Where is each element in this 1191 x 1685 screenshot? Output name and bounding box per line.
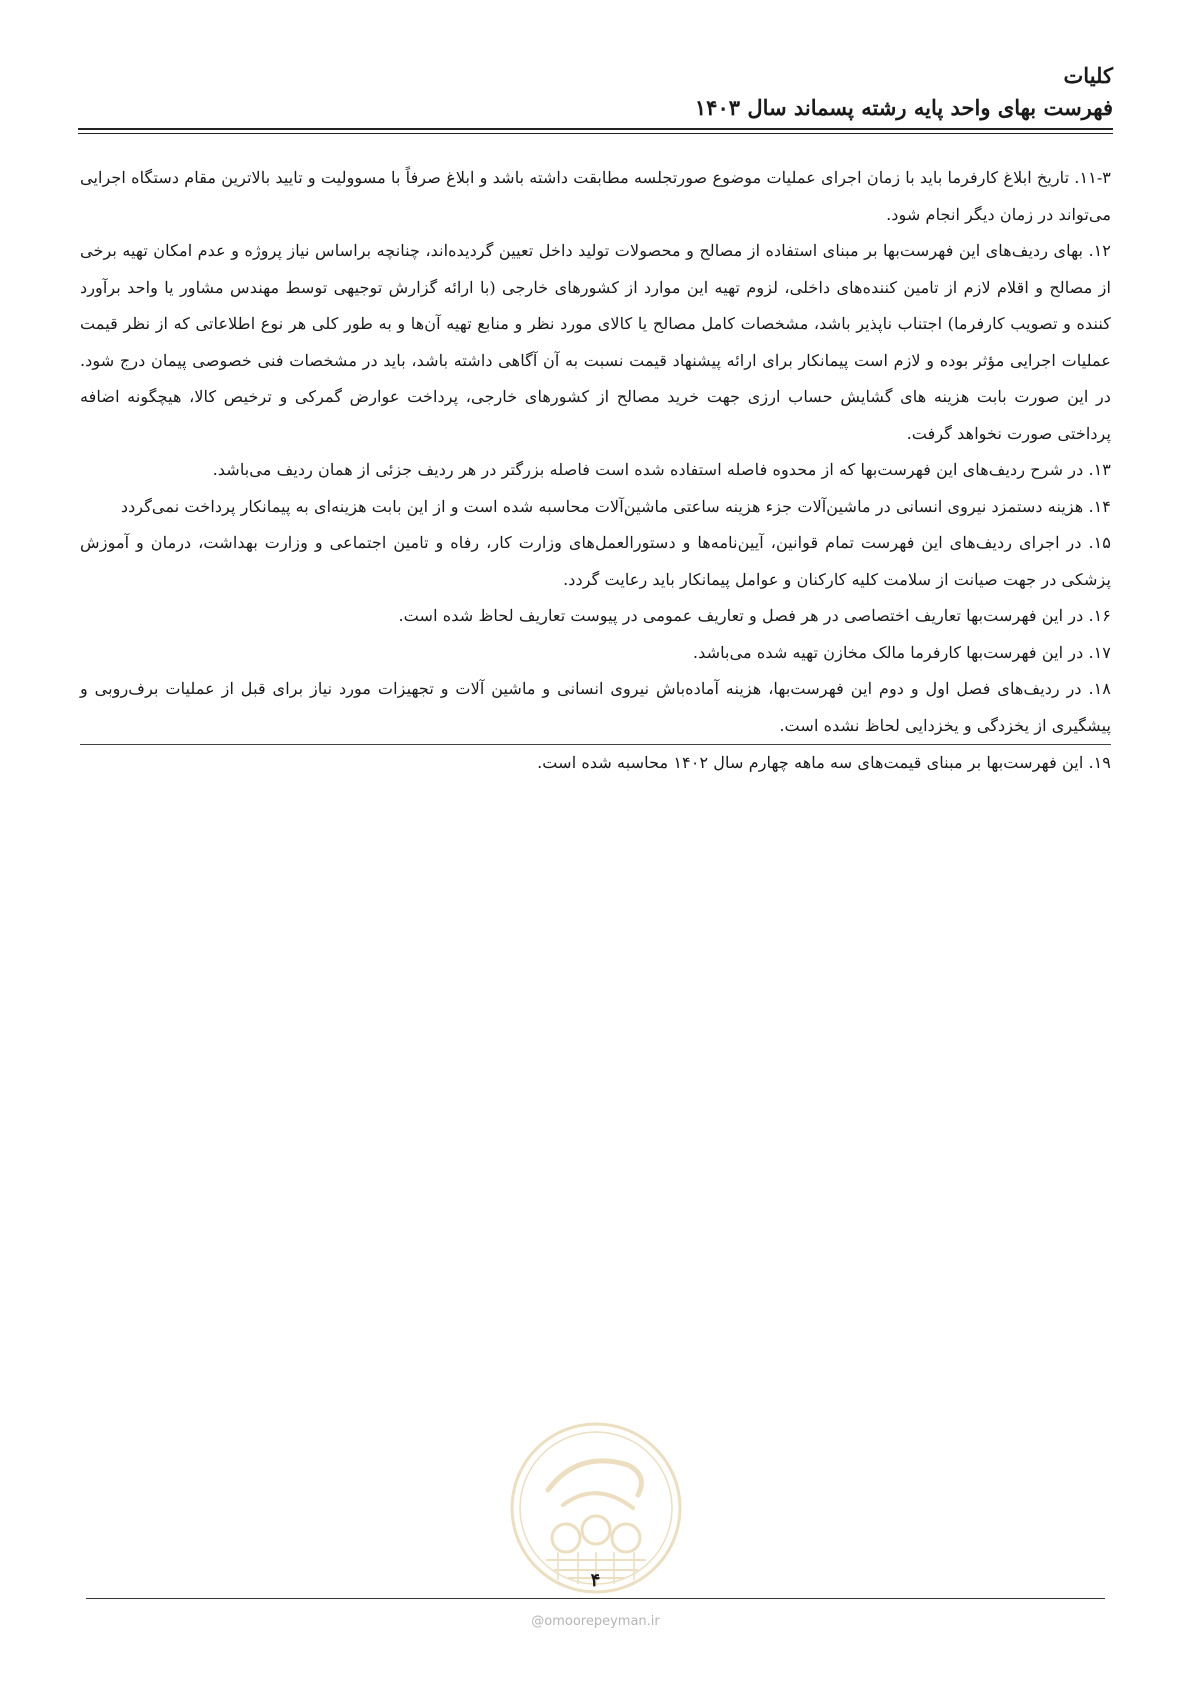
paragraph-18: ۱۸. در ردیف‌های فصل اول و دوم این فهرست‌بها، هزینه آماده‌باش نیروی انسانی و ماشین آلات و تجهیزات مورد نیاز برای قبل از عملیات برف‌روبی و پیشگیری از یخزدگی و یخزدایی لحاظ نشده است. <box>80 671 1111 745</box>
paragraph-11-3: ۱۱-۳. تاریخ ابلاغ کارفرما باید با زمان اجرای عملیات موضوع صورتجلسه مطابقت داشته باشد و ابلاغ صرفاً با مسوولیت و تایید بالاترین مقام دستگاه اجرایی می‌تواند در زمان دیگر انجام شود. <box>80 168 1111 224</box>
page-number: ۴ <box>590 1570 601 1591</box>
document-title: فهرست بهای واحد پایه رشته پسماند سال ۱۴۰۳ <box>694 95 1113 120</box>
footer-rule <box>86 1598 1105 1599</box>
paragraph-19: ۱۹. این فهرست‌بها بر مبنای قیمت‌های سه ماهه چهارم سال ۱۴۰۲ محاسبه شده است. <box>537 753 1111 772</box>
paragraph-17: ۱۷. در این فهرست‌بها کارفرما مالک مخازن تهیه شده می‌باشد. <box>692 642 1111 662</box>
header-rule-thin <box>78 133 1113 134</box>
paragraph-12: ۱۲. بهای ردیف‌های این فهرست‌بها بر مبنای استفاده از مصالح و محصولات تولید داخل تعیین گردیده‌اند، چنانچه براساس نیاز پروژه و عدم امکان تهیه برخی از مصالح و اقلام لازم از تامین کننده‌های داخلی، لزوم تهیه این موارد از کشورهای خارجی (با ارائه گزارش توجیهی توسط مهندس مشاور یا واحد برآورد کننده و تصویب کارفرما) اجتناب ناپذیر باشد، مشخصات کامل مصالح یا کالای مورد نظر و منابع تهیه آن‌ها و به طور کلی هر نوع اطلاعاتی که از نظر قیمت عملیات اجرایی مؤثر بوده و لازم است پیمانکار برای ارائه پیشنهاد قیمت نسبت به آن آگاهی داشته باشد، باید در مشخصات فنی خصوصی پیمان درج شود. در این صورت بابت هزینه های گشایش حساب ارزی جهت خرید مصالح از کشورهای خارجی، پرداخت عوارض گمرکی و ترخیص کالا، هیچگونه اضافه پرداختی صورت نخواهد گرفت. <box>80 241 1111 443</box>
header-rule <box>78 128 1113 130</box>
page-header <box>78 60 1113 124</box>
paragraph-14: ۱۴. هزینه دستمزد نیروی انسانی در ماشین‌آلات جزء هزینه ساعتی ماشین‌آلات محاسبه شده است و از این بابت هزینه‌ای به پیمانکار پرداخت نمی‌گردد <box>120 496 1111 516</box>
body-text <box>80 160 1111 782</box>
paragraph-16: ۱۶. در این فهرست‌بها تعاریف اختصاصی در هر فصل و تعاریف عمومی در پیوست تعاریف لحاظ شده است. <box>398 606 1111 625</box>
section-title: کلیات <box>1063 63 1113 88</box>
paragraph-15: ۱۵. در اجرای ردیف‌های این فهرست تمام قوانین، آیین‌نامه‌ها و دستورالعمل‌های وزارت کار، رفاه و تامین اجتماعی و وزارت بهداشت، درمان و آموزش پزشکی در جهت صیانت از سلامت کلیه کارکنان و عوامل پیمانکار باید رعایت گردد. <box>80 533 1111 589</box>
website-watermark: @omoorepeyman.ir <box>531 1614 660 1629</box>
paragraph-13: ۱۳. در شرح ردیف‌های این فهرست‌بها که از محدوه فاصله استفاده شده است فاصله بزرگتر در هر ردیف جزئی از همان ردیف می‌باشد. <box>212 460 1111 479</box>
